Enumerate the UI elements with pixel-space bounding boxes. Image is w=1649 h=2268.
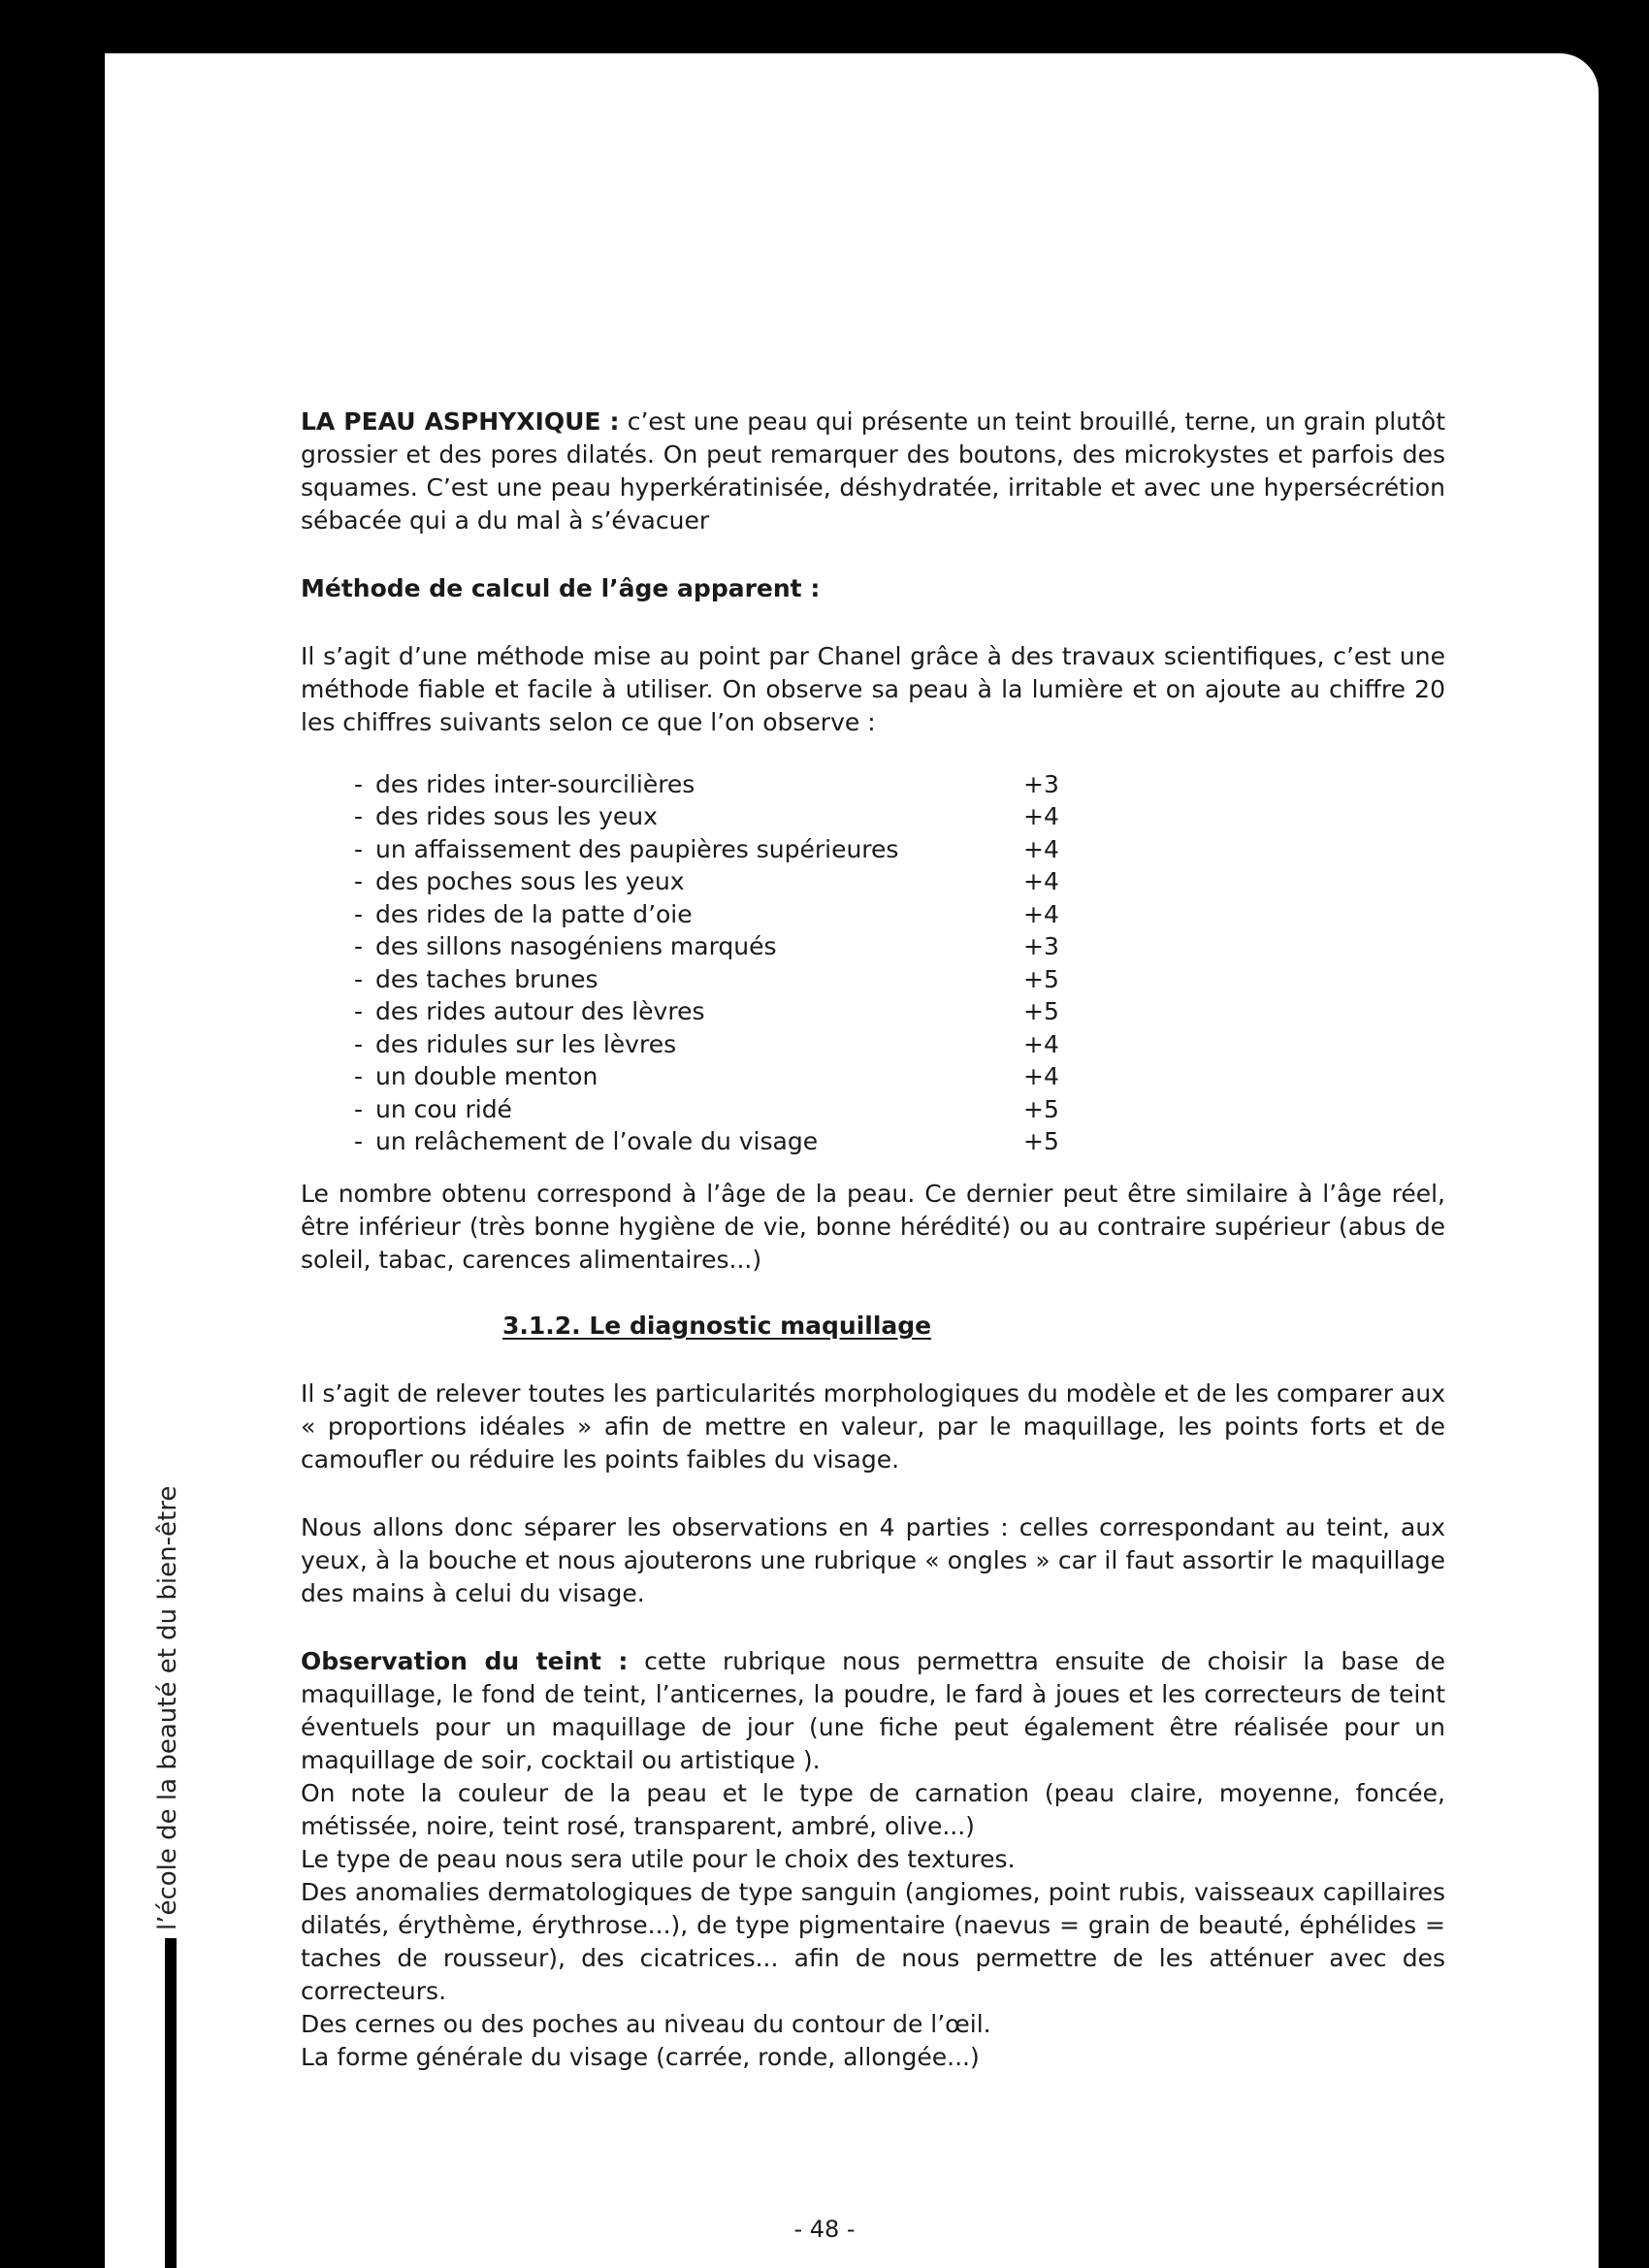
list-item [354, 866, 1445, 899]
intro-lead: LA PEAU ASPHYXIQUE : [301, 407, 620, 436]
method-title: Méthode de calcul de l’âge apparent : [301, 574, 821, 602]
section-title: 3.1.2. Le diagnostic maquillage [502, 1312, 932, 1340]
list-dash: - [354, 1062, 364, 1091]
list-item-label: des poches sous les yeux [375, 867, 685, 896]
list-item-label: des ridules sur les lèvres [375, 1029, 677, 1058]
list-item [354, 1093, 1445, 1126]
section-paragraph-1: Il s’agit de relever toutes les particularités morphologiques du modèle et de les comparer aux « proportions idéales » afin de mettre en valeur, par le maquillage, les points forts et de camoufler ou réduire les points faibles du visage. [301, 1379, 1445, 1474]
list-item [354, 768, 1445, 801]
list-item-value: +5 [1023, 1127, 1059, 1156]
observation-line: On note la couleur de la peau et le type de carnation (peau claire, moyenne, foncée, métissée, noire, teint rosé, transparent, ambré, olive...) [301, 1779, 1445, 1840]
method-conclusion: Le nombre obtenu correspond à l’âge de la peau. Ce dernier peut être similaire à l’âge réel, être inférieur (très bonne hygiène de vie, bonne hérédité) ou au contraire supérieur (abus de soleil, tabac, carences alimentaires...) [301, 1180, 1445, 1274]
list-dash: - [354, 769, 364, 798]
list-item-value: +4 [1023, 802, 1059, 831]
list-item-value: +3 [1023, 932, 1059, 961]
list-item-value: +3 [1023, 769, 1059, 798]
page-number: - 48 - [793, 2216, 856, 2243]
method-description: Il s’agit d’une méthode mise au point par Chanel grâce à des travaux scientifiques, c’est une méthode fiable et facile à utiliser. On observe sa peau à la lumière et on ajoute au chiffre 20 les chiffres suivants selon ce que l’on observe : [301, 642, 1445, 736]
list-item-label: un relâchement de l’ovale du visage [375, 1127, 819, 1156]
list-item-value: +4 [1023, 867, 1059, 896]
observation-line: La forme générale du visage (carrée, ronde, allongée...) [301, 2043, 980, 2071]
list-item [354, 898, 1445, 931]
observation-lead: Observation du teint : [301, 1647, 629, 1675]
observation-paragraph [301, 1645, 1445, 1777]
list-item [354, 801, 1445, 834]
list-item [354, 1028, 1445, 1061]
side-caption: l’école de la beauté et du bien-être [153, 1485, 182, 1930]
list-dash: - [354, 899, 364, 928]
list-dash: - [354, 932, 364, 961]
list-item [354, 996, 1445, 1029]
list-item [354, 1061, 1445, 1094]
list-dash: - [354, 867, 364, 896]
list-item-label: des taches brunes [375, 964, 598, 993]
list-item-label: des rides autour des lèvres [375, 997, 705, 1026]
list-item-value: +5 [1023, 1094, 1059, 1123]
list-dash: - [354, 997, 364, 1026]
page-content [301, 405, 1445, 2074]
list-dash: - [354, 964, 364, 993]
intro-paragraph [301, 405, 1445, 537]
observation-lines [301, 1777, 1445, 2074]
list-item-value: +4 [1023, 834, 1059, 863]
list-item-label: un affaissement des paupières supérieures [375, 834, 899, 863]
list-item-label: un double menton [375, 1062, 598, 1091]
list-item [354, 1126, 1445, 1159]
list-item-label: des rides sous les yeux [375, 802, 658, 831]
list-dash: - [354, 1127, 364, 1156]
list-dash: - [354, 834, 364, 863]
list-dash: - [354, 1029, 364, 1058]
observation-line: Des anomalies dermatologiques de type sanguin (angiomes, point rubis, vaisseaux capillaires dilatés, érythème, érythrose...), de type pigmentaire (naevus = grain de beauté, éphélides = taches de rousseur), des cicatrices... afin de nous permettre de les atténuer avec des correcteurs. [301, 1878, 1445, 2005]
list-item-label: des rides inter-sourcilières [375, 769, 695, 798]
observation-line: Des cernes ou des poches au niveau du contour de l’œil. [301, 2010, 991, 2038]
list-dash: - [354, 802, 364, 831]
list-dash: - [354, 1094, 364, 1123]
list-item [354, 833, 1445, 866]
list-item-label: des rides de la patte d’oie [375, 899, 693, 928]
list-item [354, 931, 1445, 964]
intro-text: c’est une peau qui présente un teint brouillé, terne, un grain plutôt grossier et des pores dilatés. On peut remarquer des boutons, des microkystes et parfois des squames. C’est une peau hyperkératinisée, déshydratée, irritable et avec une hypersécrétion sébacée qui a du mal à s’évacuer [301, 407, 1445, 535]
list-item-value: +5 [1023, 964, 1059, 993]
list-item-value: +4 [1023, 1029, 1059, 1058]
age-points-list [354, 768, 1445, 1158]
list-item-label: des sillons nasogéniens marqués [375, 932, 777, 961]
observation-text: cette rubrique nous permettra ensuite de choisir la base de maquillage, le fond de teint, l’anticernes, la poudre, le fard à joues et les correcteurs de teint éventuels pour un maquillage de jour (une fiche peut également être réalisée pour un maquillage de soir, cocktail ou artistique ). [301, 1647, 1446, 1774]
section-paragraph-2: Nous allons donc séparer les observations en 4 parties : celles correspondant au teint, aux yeux, à la bouche et nous ajouterons une rubrique « ongles » car il faut assortir le maquillage des mains à celui du visage. [301, 1513, 1445, 1607]
list-item-value: +5 [1023, 997, 1059, 1026]
list-item-label: un cou ridé [375, 1094, 512, 1123]
list-item [354, 963, 1445, 996]
observation-line: Le type de peau nous sera utile pour le choix des textures. [301, 1845, 1016, 1873]
list-item-value: +4 [1023, 1062, 1059, 1091]
list-item-value: +4 [1023, 899, 1059, 928]
